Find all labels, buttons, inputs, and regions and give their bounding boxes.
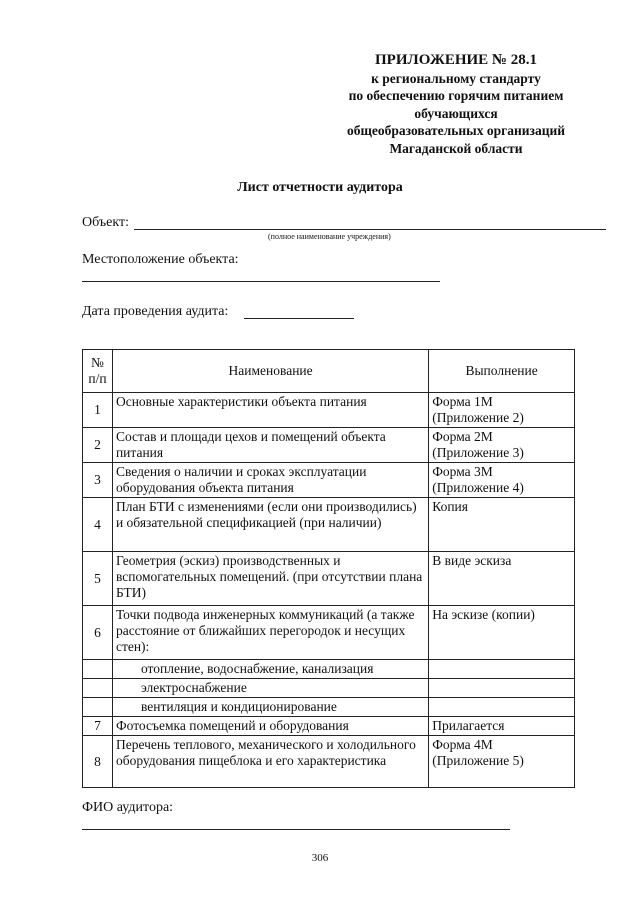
- col-name-header: Наименование: [112, 350, 428, 393]
- appendix-number: ПРИЛОЖЕНИЕ № 28.1: [375, 52, 537, 68]
- audit-table: [82, 349, 575, 788]
- table-header-row: [83, 350, 575, 393]
- appendix-line: Магаданской области: [389, 140, 523, 156]
- row-exec: [429, 679, 575, 698]
- row-exec: [429, 698, 575, 717]
- table-subrow: [83, 660, 575, 679]
- row-name: План БТИ с изменениями (если они производились) и обязательной спецификацией (при наличии): [112, 498, 428, 552]
- col-num-header: [83, 350, 113, 393]
- row-num: 2: [83, 428, 113, 463]
- table-row: [83, 606, 575, 660]
- row-num: 3: [83, 463, 113, 498]
- row-name: электроснабжение: [112, 679, 428, 698]
- row-num: 8: [83, 736, 113, 788]
- row-name: Точки подвода инженерных коммуникаций (а также расстояние от ближайших перегородок и несущих стен):: [112, 606, 428, 660]
- row-exec: Копия: [429, 498, 575, 552]
- appendix-line: обучающихся: [414, 105, 498, 121]
- object-hint: (полное наименование учреждения): [268, 232, 391, 241]
- auditor-field-line: [82, 815, 510, 830]
- object-field-line: [134, 214, 606, 230]
- document-title: Лист отчетности аудитора: [237, 180, 403, 195]
- row-exec: Форма 4М (Приложение 5): [429, 736, 575, 788]
- location-label: Местоположение объекта:: [82, 252, 239, 267]
- table-subrow: [83, 679, 575, 698]
- col-num-line: №: [91, 355, 104, 370]
- col-exec-header: Выполнение: [429, 350, 575, 393]
- auditor-label: ФИО аудитора:: [82, 800, 174, 815]
- row-name: Основные характеристики объекта питания: [112, 393, 428, 428]
- row-exec: На эскизе (копии): [429, 606, 575, 660]
- row-num: [83, 660, 113, 679]
- row-name: Сведения о наличии и сроках эксплуатации оборудования объекта питания: [112, 463, 428, 498]
- table-row: [83, 717, 575, 736]
- table-row: [83, 428, 575, 463]
- row-exec: [429, 660, 575, 679]
- row-name: Перечень теплового, механического и холодильного оборудования пищеблока и его характеристика: [112, 736, 428, 788]
- row-exec: Форма 3М (Приложение 4): [429, 463, 575, 498]
- appendix-line: общеобразовательных организаций: [346, 123, 566, 138]
- page-number: 306: [311, 852, 329, 864]
- table-row: [83, 552, 575, 606]
- row-exec: Форма 1М (Приложение 2): [429, 393, 575, 428]
- row-num: 1: [83, 393, 113, 428]
- audit-date-label: Дата проведения аудита:: [82, 304, 229, 319]
- row-num: 5: [83, 552, 113, 606]
- object-label: Объект:: [82, 215, 129, 230]
- row-name: Геометрия (эскиз) производственных и вспомогательных помещений. (при отсутствии плана БТИ): [112, 552, 428, 606]
- appendix-line: к региональному стандарту: [371, 70, 541, 86]
- row-num: [83, 679, 113, 698]
- row-name: вентиляция и кондиционирование: [112, 698, 428, 717]
- appendix-header: [306, 52, 606, 157]
- row-name: Фотосъемка помещений и оборудования: [112, 717, 428, 736]
- row-num: 6: [83, 606, 113, 660]
- appendix-line: по обеспечению горячим питанием: [348, 88, 564, 103]
- table-row: [83, 498, 575, 552]
- row-exec: Форма 2М (Приложение 3): [429, 428, 575, 463]
- row-name: отопление, водоснабжение, канализация: [112, 660, 428, 679]
- location-field-line: [82, 266, 440, 282]
- row-num: 7: [83, 717, 113, 736]
- row-num: [83, 698, 113, 717]
- table-row: [83, 463, 575, 498]
- audit-date-field-line: [244, 304, 354, 319]
- row-exec: Прилагается: [429, 717, 575, 736]
- row-exec: В виде эскиза: [429, 552, 575, 606]
- table-row: [83, 736, 575, 788]
- table-subrow: [83, 698, 575, 717]
- table-row: [83, 393, 575, 428]
- row-name: Состав и площади цехов и помещений объекта питания: [112, 428, 428, 463]
- row-num: 4: [83, 498, 113, 552]
- col-num-line: п/п: [88, 371, 107, 386]
